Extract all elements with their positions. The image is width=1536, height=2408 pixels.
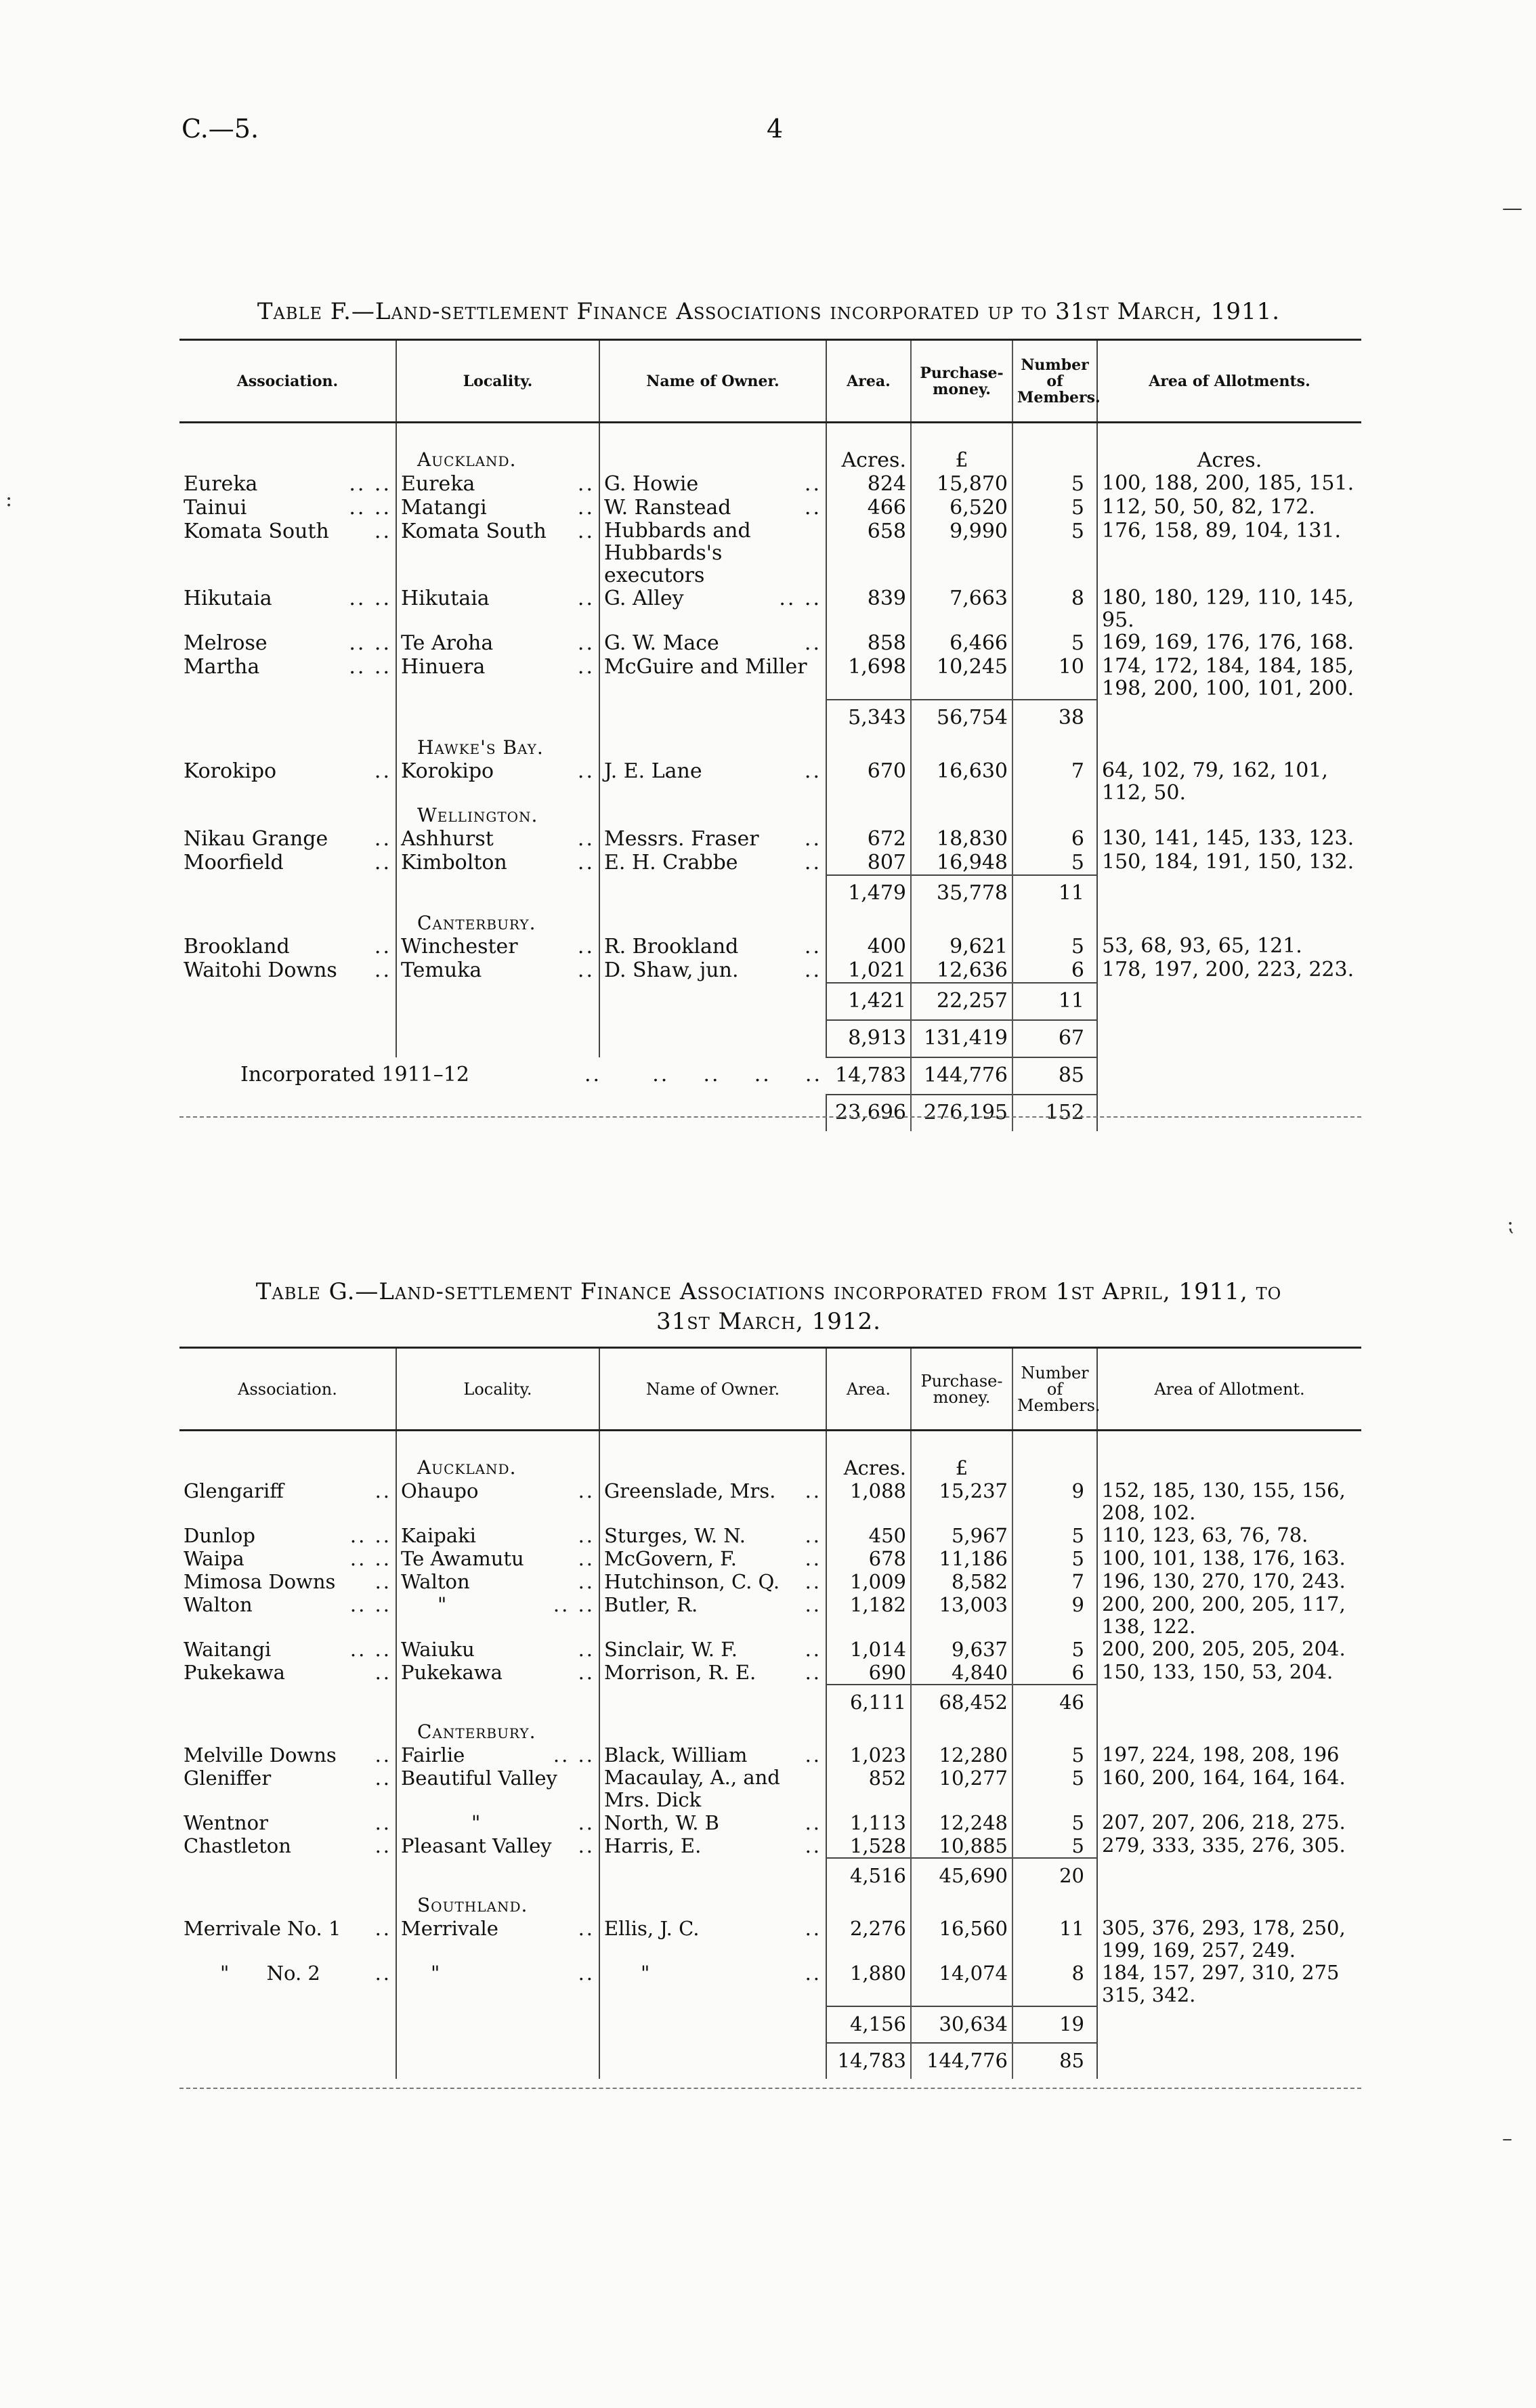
subtotal-members: 38: [1012, 700, 1097, 736]
region-label: Canterbury.: [396, 1720, 599, 1744]
locality: ": [471, 1811, 481, 1834]
area: 1,880: [826, 1962, 911, 2006]
owner: McGovern, F.: [604, 1546, 737, 1570]
allotments: 197, 224, 198, 208, 196: [1102, 1742, 1340, 1766]
allotments: 279, 333, 335, 276, 305.: [1102, 1833, 1346, 1857]
owner: Messrs. Fraser: [604, 826, 759, 851]
assoc-name: Waitohi Downs: [184, 958, 337, 982]
area: 807: [826, 851, 911, 875]
grand-total-row: [179, 1095, 1361, 1131]
allotments: 180, 180, 129, 110, 145, 95.: [1102, 585, 1354, 632]
members: 5: [1012, 1524, 1097, 1547]
purchase-money: 11,186: [911, 1547, 1012, 1570]
members: 5: [1012, 1547, 1097, 1570]
table-row: Chastleton .. Pleasant Valley .. Harris, E. .. 1,528 10,885 5 279, 333, 335, 276, 305.: [179, 1834, 1361, 1858]
grand-total-area: 23,696: [826, 1095, 911, 1131]
table-row: Korokipo .. Korokipo .. J. E. Lane .. 670 16,630 7 64, 102, 79, 162, 101, 112, 50.: [179, 759, 1361, 804]
col-header-allotments: Area of Allotments.: [1097, 340, 1361, 423]
purchase-money: 10,277: [911, 1767, 1012, 1811]
margin-mark-icon: ⁏: [1507, 1212, 1514, 1236]
members: 6: [1012, 827, 1097, 851]
incorporated-area: 14,783: [826, 1057, 911, 1095]
owner: Sturges, W. N.: [604, 1523, 746, 1547]
area: 1,021: [826, 958, 911, 983]
total-row: [179, 2043, 1361, 2079]
purchase-money: 13,003: [911, 1593, 1012, 1638]
table-row: Merrivale No. 1 .. Merrivale .. Ellis, J. C. .. 2,276 16,560 11 305, 376, 293, 178, 250, 199, 169, 257, 249.: [179, 1917, 1361, 1962]
owner: Hubbards and Hubbards's executors: [599, 520, 826, 587]
subtotal-row: [179, 700, 1361, 736]
allotments: 112, 50, 50, 82, 172.: [1102, 494, 1315, 519]
table-row: Eureka .. .. Eureka .. G. Howie .. 824 15,870 5 100, 188, 200, 185, 151.: [179, 472, 1361, 496]
members: 5: [1012, 1638, 1097, 1661]
owner: ": [641, 1961, 650, 1985]
members: 7: [1012, 1570, 1097, 1593]
table-g-caption-line2: 31st March, 1912.: [656, 1308, 881, 1335]
assoc-name: Merrivale No. 1: [184, 1916, 341, 1940]
subtotal-money: 30,634: [911, 2006, 1012, 2043]
area: 678: [826, 1547, 911, 1570]
total-area: 14,783: [826, 2043, 911, 2079]
owner: G. Howie: [604, 471, 699, 496]
col-header-members: Number of Members.: [1012, 340, 1097, 423]
area: 1,023: [826, 1744, 911, 1767]
allotments: 160, 200, 164, 164, 164.: [1102, 1765, 1346, 1789]
area: 1,014: [826, 1638, 911, 1661]
area: 2,276: [826, 1917, 911, 1962]
owner: Hutchinson, C. Q.: [604, 1569, 780, 1593]
subtotal-members: 11: [1012, 875, 1097, 912]
owner: G. W. Mace: [604, 631, 719, 655]
region-label: Canterbury.: [396, 912, 599, 935]
locality: ": [431, 1961, 440, 1985]
subtotal-row: [179, 1858, 1361, 1894]
margin-mark-icon: –: [1502, 2127, 1512, 2151]
locality: Ohaupo: [401, 1479, 479, 1502]
subtotal-row: [179, 1685, 1361, 1720]
owner: J. E. Lane: [604, 759, 702, 783]
locality: Te Aroha: [401, 631, 494, 655]
table-row: Martha .. .. Hinuera .. McGuire and Miller 1,698 10,245 10 174, 172, 184, 184, 185, 198, 200, 100, 101, 200.: [179, 655, 1361, 700]
assoc-name: Korokipo: [184, 759, 277, 783]
owner: Macaulay, A., and Mrs. Dick: [599, 1767, 826, 1811]
subtotal-money: 35,778: [911, 875, 1012, 912]
purchase-money: 18,830: [911, 827, 1012, 851]
region-label: Auckland.: [396, 1456, 599, 1479]
area: 1,113: [826, 1811, 911, 1834]
owner: Sinclair, W. F.: [604, 1637, 738, 1661]
purchase-money: 6,520: [911, 496, 1012, 520]
table-row: Waitohi Downs .. Temuka .. D. Shaw, jun. .. 1,021 12,636 6 178, 197, 200, 223, 223.: [179, 958, 1361, 983]
margin-mark-icon: —: [1502, 196, 1522, 220]
members: 8: [1012, 587, 1097, 631]
subtotal-members: 46: [1012, 1685, 1097, 1720]
purchase-money: 7,663: [911, 587, 1012, 631]
col-header-area: Area.: [826, 1348, 911, 1431]
owner: Harris, E.: [604, 1834, 702, 1857]
locality: Winchester: [401, 934, 518, 958]
locality: Merrivale: [401, 1916, 498, 1940]
purchase-money: 9,637: [911, 1638, 1012, 1661]
locality: Beautiful Valley: [396, 1767, 599, 1811]
members: 5: [1012, 1811, 1097, 1834]
col-header-locality: Locality.: [396, 1348, 599, 1431]
units-label: Acres.: [1197, 448, 1262, 472]
subtotal-area: 1,421: [826, 983, 911, 1020]
allotments: 100, 101, 138, 176, 163.: [1102, 1546, 1346, 1569]
members: 6: [1012, 1661, 1097, 1685]
purchase-money: 10,885: [911, 1834, 1012, 1858]
table-row: Moorfield .. Kimbolton .. E. H. Crabbe .. 807 16,948 5 150, 184, 191, 150, 132.: [179, 851, 1361, 875]
locality: Walton: [401, 1569, 470, 1593]
members: 5: [1012, 935, 1097, 958]
area: 852: [826, 1767, 911, 1811]
region-label: Southland.: [396, 1894, 599, 1917]
owner: Greenslade, Mrs.: [604, 1479, 776, 1502]
owner: Morrison, R. E.: [604, 1660, 756, 1684]
members: 9: [1012, 1593, 1097, 1638]
assoc-name: Dunlop: [184, 1523, 255, 1547]
page-number: 4: [767, 114, 784, 144]
allotments: 150, 184, 191, 150, 132.: [1102, 849, 1354, 874]
area: 670: [826, 759, 911, 804]
assoc-name: Melrose: [184, 631, 268, 655]
purchase-money: 16,948: [911, 851, 1012, 875]
table-row: Pukekawa .. Pukekawa .. Morrison, R. E. .. 690 4,840 6 150, 133, 150, 53, 204.: [179, 1661, 1361, 1685]
locality: Waiuku: [401, 1637, 475, 1661]
purchase-money: 16,560: [911, 1917, 1012, 1962]
table-f: [179, 339, 1361, 1131]
owner: Ellis, J. C.: [604, 1916, 700, 1940]
subtotal-members: 11: [1012, 983, 1097, 1020]
locality: Kimbolton: [401, 850, 507, 874]
purchase-money: 9,621: [911, 935, 1012, 958]
area: 824: [826, 472, 911, 496]
locality: Matangi: [401, 495, 487, 520]
allotments: 207, 207, 206, 218, 275.: [1102, 1810, 1346, 1834]
locality: Pleasant Valley: [401, 1834, 552, 1857]
incorporated-row: Incorporated 1911–12 .. .. .. .. .. 14,783 144,776 85: [179, 1057, 1361, 1095]
subtotal-money: 56,754: [911, 700, 1012, 736]
total-members: 67: [1012, 1020, 1097, 1057]
table-row: Melrose .. .. Te Aroha .. G. W. Mace .. 858 6,466 5 169, 169, 176, 176, 168.: [179, 631, 1361, 655]
allotments: 200, 200, 200, 205, 117, 138, 122.: [1102, 1592, 1346, 1638]
area: 672: [826, 827, 911, 851]
locality: Korokipo: [401, 759, 494, 783]
owner: R. Brookland: [604, 934, 739, 958]
locality: Hinuera: [401, 654, 486, 679]
margin-mark-icon: :: [5, 488, 13, 511]
purchase-money: 12,636: [911, 958, 1012, 983]
total-money: 131,419: [911, 1020, 1012, 1057]
grand-total-money: 276,195: [911, 1095, 1012, 1131]
owner: Black, William: [604, 1743, 748, 1767]
assoc-name: Moorfield: [184, 850, 284, 874]
units-label: Acres.: [826, 448, 911, 472]
area: 690: [826, 1661, 911, 1685]
subtotal-row: [179, 875, 1361, 912]
col-header-association: Association.: [179, 340, 396, 423]
subtotal-members: 19: [1012, 2006, 1097, 2043]
allotments: 152, 185, 130, 155, 156, 208, 102.: [1102, 1478, 1346, 1524]
purchase-money: 15,237: [911, 1479, 1012, 1524]
col-header-owner: Name of Owner.: [599, 1348, 826, 1431]
area: 858: [826, 631, 911, 655]
page-reference: C.—5.: [182, 114, 259, 144]
subtotal-area: 4,156: [826, 2006, 911, 2043]
allotments: 100, 188, 200, 185, 151.: [1102, 471, 1354, 495]
assoc-name: Pukekawa: [184, 1660, 285, 1684]
table-row: Waitangi .. .. Waiuku .. Sinclair, W. F. .. 1,014 9,637 5 200, 200, 205, 205, 204.: [179, 1638, 1361, 1661]
assoc-name: Komata South: [184, 519, 329, 543]
table-row: Gleniffer .. Beautiful Valley Macaulay, A., and Mrs. Dick 852 10,277 5 160, 200, 164, 164, 164.: [179, 1767, 1361, 1811]
area: 839: [826, 587, 911, 631]
assoc-name: Eureka: [184, 471, 258, 496]
allotments: 200, 200, 205, 205, 204.: [1102, 1636, 1346, 1660]
locality: Ashhurst: [401, 826, 494, 851]
table-row: Melville Downs .. Fairlie .. .. Black, William .. 1,023 12,280 5 197, 224, 198, 208, 196: [179, 1744, 1361, 1767]
locality: Hikutaia: [401, 586, 490, 610]
units-label: £: [911, 448, 1012, 472]
members: 5: [1012, 1767, 1097, 1811]
table-row: Glengariff .. Ohaupo .. Greenslade, Mrs. .. 1,088 15,237 9 152, 185, 130, 155, 156, 208, 102.: [179, 1479, 1361, 1524]
purchase-money: 12,248: [911, 1811, 1012, 1834]
subtotal-area: 5,343: [826, 700, 911, 736]
subtotal-row: [179, 2006, 1361, 2043]
table-row: Dunlop .. .. Kaipaki .. Sturges, W. N. .. 450 5,967 5 110, 123, 63, 76, 78.: [179, 1524, 1361, 1547]
purchase-money: 15,870: [911, 472, 1012, 496]
members: 5: [1012, 496, 1097, 520]
units-label: £: [911, 1456, 1012, 1479]
incorporated-money: 144,776: [911, 1057, 1012, 1095]
purchase-money: 16,630: [911, 759, 1012, 804]
allotments: 150, 133, 150, 53, 204.: [1102, 1660, 1334, 1683]
table-g-caption-line1: Table G.—Land-settlement Finance Associations incorporated from 1st April, 1911, to: [255, 1278, 1282, 1305]
owner: North, W. B: [604, 1811, 719, 1834]
locality: Temuka: [401, 958, 482, 982]
table-g-bottom-rule: [179, 2088, 1361, 2089]
subtotal-money: 68,452: [911, 1685, 1012, 1720]
owner: E. H. Crabbe: [604, 850, 738, 874]
col-header-locality: Locality.: [396, 340, 599, 423]
assoc-name: Martha: [184, 654, 260, 679]
incorporated-members: 85: [1012, 1057, 1097, 1095]
subtotal-area: 1,479: [826, 875, 911, 912]
col-header-owner: Name of Owner.: [599, 340, 826, 423]
col-header-area: Area.: [826, 340, 911, 423]
locality: Pukekawa: [401, 1660, 503, 1684]
area: 466: [826, 496, 911, 520]
subtotal-money: 22,257: [911, 983, 1012, 1020]
purchase-money: 8,582: [911, 1570, 1012, 1593]
area: 1,182: [826, 1593, 911, 1638]
members: 5: [1012, 851, 1097, 875]
assoc-name: Waipa: [184, 1546, 244, 1570]
area: 1,528: [826, 1834, 911, 1858]
table-row: Hikutaia .. .. Hikutaia .. G. Alley .. .. 839 7,663 8 180, 180, 129, 110, 145, 95.: [179, 587, 1361, 631]
assoc-name: Melville Downs: [184, 1743, 337, 1767]
assoc-name: Mimosa Downs: [184, 1569, 336, 1593]
owner: W. Ranstead: [604, 495, 731, 520]
table-row: Tainui .. .. Matangi .. W. Ranstead .. 466 6,520 5 112, 50, 50, 82, 172.: [179, 496, 1361, 520]
assoc-name: Nikau Grange: [184, 826, 328, 851]
purchase-money: 10,245: [911, 655, 1012, 700]
table-g: [179, 1347, 1361, 2079]
owner: D. Shaw, jun.: [604, 958, 739, 982]
owner: G. Alley: [604, 586, 684, 610]
col-header-allotment: Area of Allotment.: [1097, 1348, 1361, 1431]
allotments: 110, 123, 63, 76, 78.: [1102, 1523, 1308, 1546]
units-label: Acres.: [826, 1456, 911, 1479]
table-row: " No. 2 .. " .. " .. 1,880 14,074 8 184, 157, 297, 310, 275 315, 342.: [179, 1962, 1361, 2006]
members: 7: [1012, 759, 1097, 804]
area: 658: [826, 520, 911, 587]
assoc-name: Glengariff: [184, 1479, 284, 1502]
allotments: 64, 102, 79, 162, 101, 112, 50.: [1102, 758, 1328, 805]
members: 9: [1012, 1479, 1097, 1524]
assoc-name: Chastleton: [184, 1834, 291, 1857]
area: 400: [826, 935, 911, 958]
purchase-money: 4,840: [911, 1661, 1012, 1685]
area: 450: [826, 1524, 911, 1547]
locality: Te Awamutu: [401, 1546, 524, 1570]
allotments: 130, 141, 145, 133, 123.: [1102, 826, 1354, 850]
members: 11: [1012, 1917, 1097, 1962]
area: 1,009: [826, 1570, 911, 1593]
table-row: Walton .. .. " .. .. Butler, R. .. 1,182 13,003 9 200, 200, 200, 205, 117, 138, 122.: [179, 1593, 1361, 1638]
members: 6: [1012, 958, 1097, 983]
allotments: 184, 157, 297, 310, 275 315, 342.: [1102, 1960, 1340, 2006]
table-row: Waipa .. .. Te Awamutu .. McGovern, F. .. 678 11,186 5 100, 101, 138, 176, 163.: [179, 1547, 1361, 1570]
subtotal-money: 45,690: [911, 1858, 1012, 1894]
assoc-name: Waitangi: [184, 1637, 272, 1661]
grand-total-members: 152: [1012, 1095, 1097, 1131]
members: 10: [1012, 655, 1097, 700]
col-header-members: Number of Members.: [1012, 1348, 1097, 1431]
assoc-name: Brookland: [184, 934, 290, 958]
table-row: Nikau Grange .. Ashhurst .. Messrs. Fraser .. 672 18,830 6 130, 141, 145, 133, 123.: [179, 827, 1361, 851]
assoc-name: Hikutaia: [184, 586, 272, 610]
table-f-bottom-rule: [179, 1116, 1361, 1118]
allotments: 174, 172, 184, 184, 185, 198, 200, 100, 101, 200.: [1102, 654, 1354, 700]
assoc-name: Gleniffer: [184, 1766, 272, 1790]
locality: Fairlie: [401, 1743, 465, 1767]
purchase-money: 14,074: [911, 1962, 1012, 2006]
table-g-caption: [176, 1277, 1361, 1336]
purchase-money: 9,990: [911, 520, 1012, 587]
total-area: 8,913: [826, 1020, 911, 1057]
table-row: Komata South .. Komata South .. Hubbards and Hubbards's executors 658 9,990 5 176, 158, 89, 104, 131.: [179, 520, 1361, 587]
locality: Eureka: [401, 471, 475, 496]
allotments: 196, 130, 270, 170, 243.: [1102, 1569, 1346, 1592]
purchase-money: 5,967: [911, 1524, 1012, 1547]
table-row: Wentnor .. " .. North, W. B .. 1,113 12,248 5 207, 207, 206, 218, 275.: [179, 1811, 1361, 1834]
allotments: 169, 169, 176, 176, 168.: [1102, 630, 1354, 654]
subtotal-members: 20: [1012, 1858, 1097, 1894]
members: 5: [1012, 1744, 1097, 1767]
purchase-money: 12,280: [911, 1744, 1012, 1767]
purchase-money: 6,466: [911, 631, 1012, 655]
allotments: 53, 68, 93, 65, 121.: [1102, 933, 1302, 958]
table-f-caption: Table F.—Land-settlement Finance Associations incorporated up to 31st March, 1911.: [257, 298, 1281, 325]
members: 5: [1012, 472, 1097, 496]
col-header-association: Association.: [179, 1348, 396, 1431]
owner: McGuire and Miller: [599, 655, 826, 700]
members: 5: [1012, 520, 1097, 587]
region-label: Hawke's Bay.: [396, 736, 599, 759]
members: 5: [1012, 631, 1097, 655]
owner: Butler, R.: [604, 1592, 698, 1616]
col-header-purchase-money: Purchase-money.: [911, 1348, 1012, 1431]
members: 5: [1012, 1834, 1097, 1858]
region-label: Wellington.: [396, 804, 599, 827]
assoc-name: " No. 2: [220, 1961, 320, 1985]
area: 1,088: [826, 1479, 911, 1524]
table-row: Brookland .. Winchester .. R. Brookland .. 400 9,621 5 53, 68, 93, 65, 121.: [179, 935, 1361, 958]
locality: ": [438, 1592, 447, 1616]
table-row: Mimosa Downs .. Walton .. Hutchinson, C. Q. .. 1,009 8,582 7 196, 130, 270, 170, 243.: [179, 1570, 1361, 1593]
subtotal-row: [179, 983, 1361, 1020]
locality: Kaipaki: [401, 1523, 476, 1547]
allotments: 178, 197, 200, 223, 223.: [1102, 957, 1354, 981]
subtotal-area: 4,516: [826, 1858, 911, 1894]
assoc-name: Walton: [184, 1592, 253, 1616]
subtotal-area: 6,111: [826, 1685, 911, 1720]
assoc-name: Tainui: [184, 495, 247, 520]
total-row: [179, 1020, 1361, 1057]
allotments: 176, 158, 89, 104, 131.: [1102, 518, 1342, 543]
assoc-name: Wentnor: [184, 1811, 268, 1834]
area: 1,698: [826, 655, 911, 700]
members: 8: [1012, 1962, 1097, 2006]
locality: Komata South: [401, 519, 547, 543]
total-members: 85: [1012, 2043, 1097, 2079]
allotments: 305, 376, 293, 178, 250, 199, 169, 257, 249.: [1102, 1916, 1346, 1962]
col-header-purchase-money: Purchase-money.: [911, 340, 1012, 423]
total-money: 144,776: [911, 2043, 1012, 2079]
region-label: Auckland.: [396, 448, 599, 472]
incorporated-label: Incorporated 1911–12: [240, 1062, 469, 1086]
